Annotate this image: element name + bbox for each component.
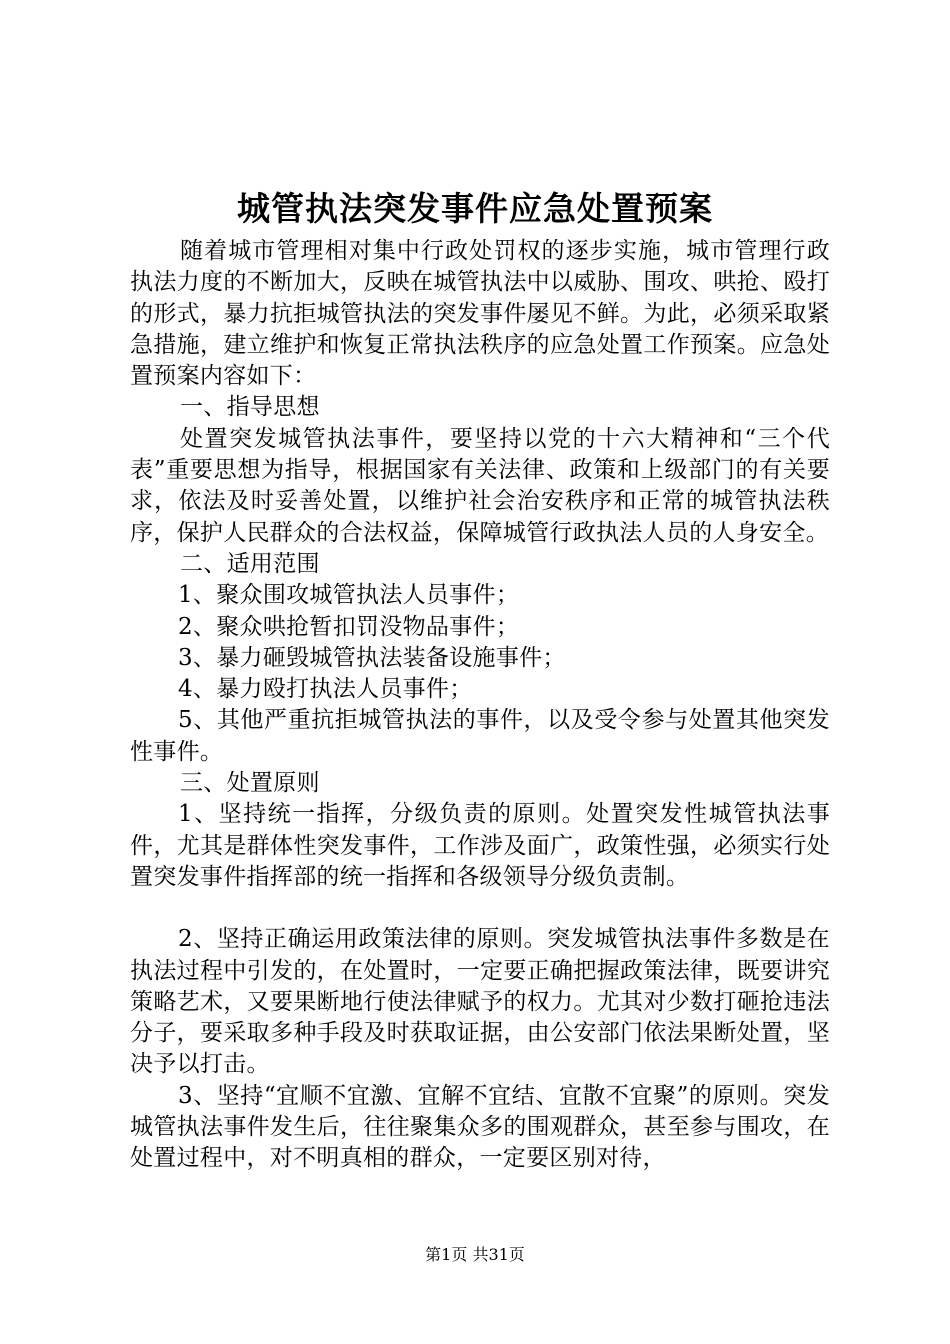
section-heading-guiding-ideology: 一、指导思想 xyxy=(180,394,320,421)
document-title: 城管执法突发事件应急处置预案 xyxy=(237,189,713,228)
page-footer xyxy=(0,1244,950,1266)
principle-1-paragraph: 1、坚持统一指挥，分级负责的原则。处置突发性城管执法事件，尤其是群体性突发事件，工作涉及面广，政策性强，必须实行处置突发事件指挥部的统一指挥和各级领导分级负责制。 xyxy=(130,801,830,890)
principle-3-paragraph: 3、坚持“宜顺不宜激、宜解不宜结、宜散不宜聚”的原则。突发城管执法事件发生后，往往聚集众多的围观群众，甚至参与围攻，在处置过程中，对不明真相的群众，一定要区别对待， xyxy=(130,1082,830,1172)
scope-item-4: 4、暴力殴打执法人员事件； xyxy=(178,676,473,703)
intro-paragraph: 随着城市管理相对集中行政处罚权的逐步实施，城市管理行政执法力度的不断加大，反映在城管执法中以威胁、围攻、哄抢、殴打的形式，暴力抗拒城管执法的突发事件屡见不鲜。为此，必须采取紧急措施，建立维护和恢复正常执法秩序的应急处置工作预案。应急处置预案内容如下： xyxy=(130,238,830,390)
document-body xyxy=(130,236,830,1175)
section-heading-principles: 三、处置原则 xyxy=(180,770,320,797)
paragraph-gap xyxy=(130,893,830,924)
scope-item-5: 5、其他严重抗拒城管执法的事件，以及受令参与处置其他突发性事件。 xyxy=(130,707,830,765)
scope-item-2: 2、聚众哄抢暂扣罚没物品事件； xyxy=(178,613,520,640)
guiding-ideology-paragraph: 处置突发城管执法事件，要坚持以党的十六大精神和“三个代表”重要思想为指导，根据国家有关法律、政策和上级部门的有关要求，依法及时妥善处置，以维护社会治安秩序和正常的城管执法秩序，保护人民群众的合法权益，保障城管行政执法人员的人身安全。 xyxy=(130,425,830,546)
scope-item-3: 3、暴力砸毁城管执法装备设施事件； xyxy=(178,644,566,671)
page-number-label: 第1页 共31页 xyxy=(425,1245,525,1264)
scope-item-1: 1、聚众围攻城管执法人员事件； xyxy=(178,582,520,609)
principle-2-paragraph: 2、坚持正确运用政策法律的原则。突发城管执法事件多数是在执法过程中引发的，在处置时，一定要正确把握政策法律，既要讲究策略艺术，又要果断地行使法律赋予的权力。尤其对少数打砸抢违法分子，要采取多种手段及时获取证据，由公安部门依法果断处置，坚决予以打击。 xyxy=(130,926,830,1078)
section-heading-scope: 二、适用范围 xyxy=(180,550,320,577)
